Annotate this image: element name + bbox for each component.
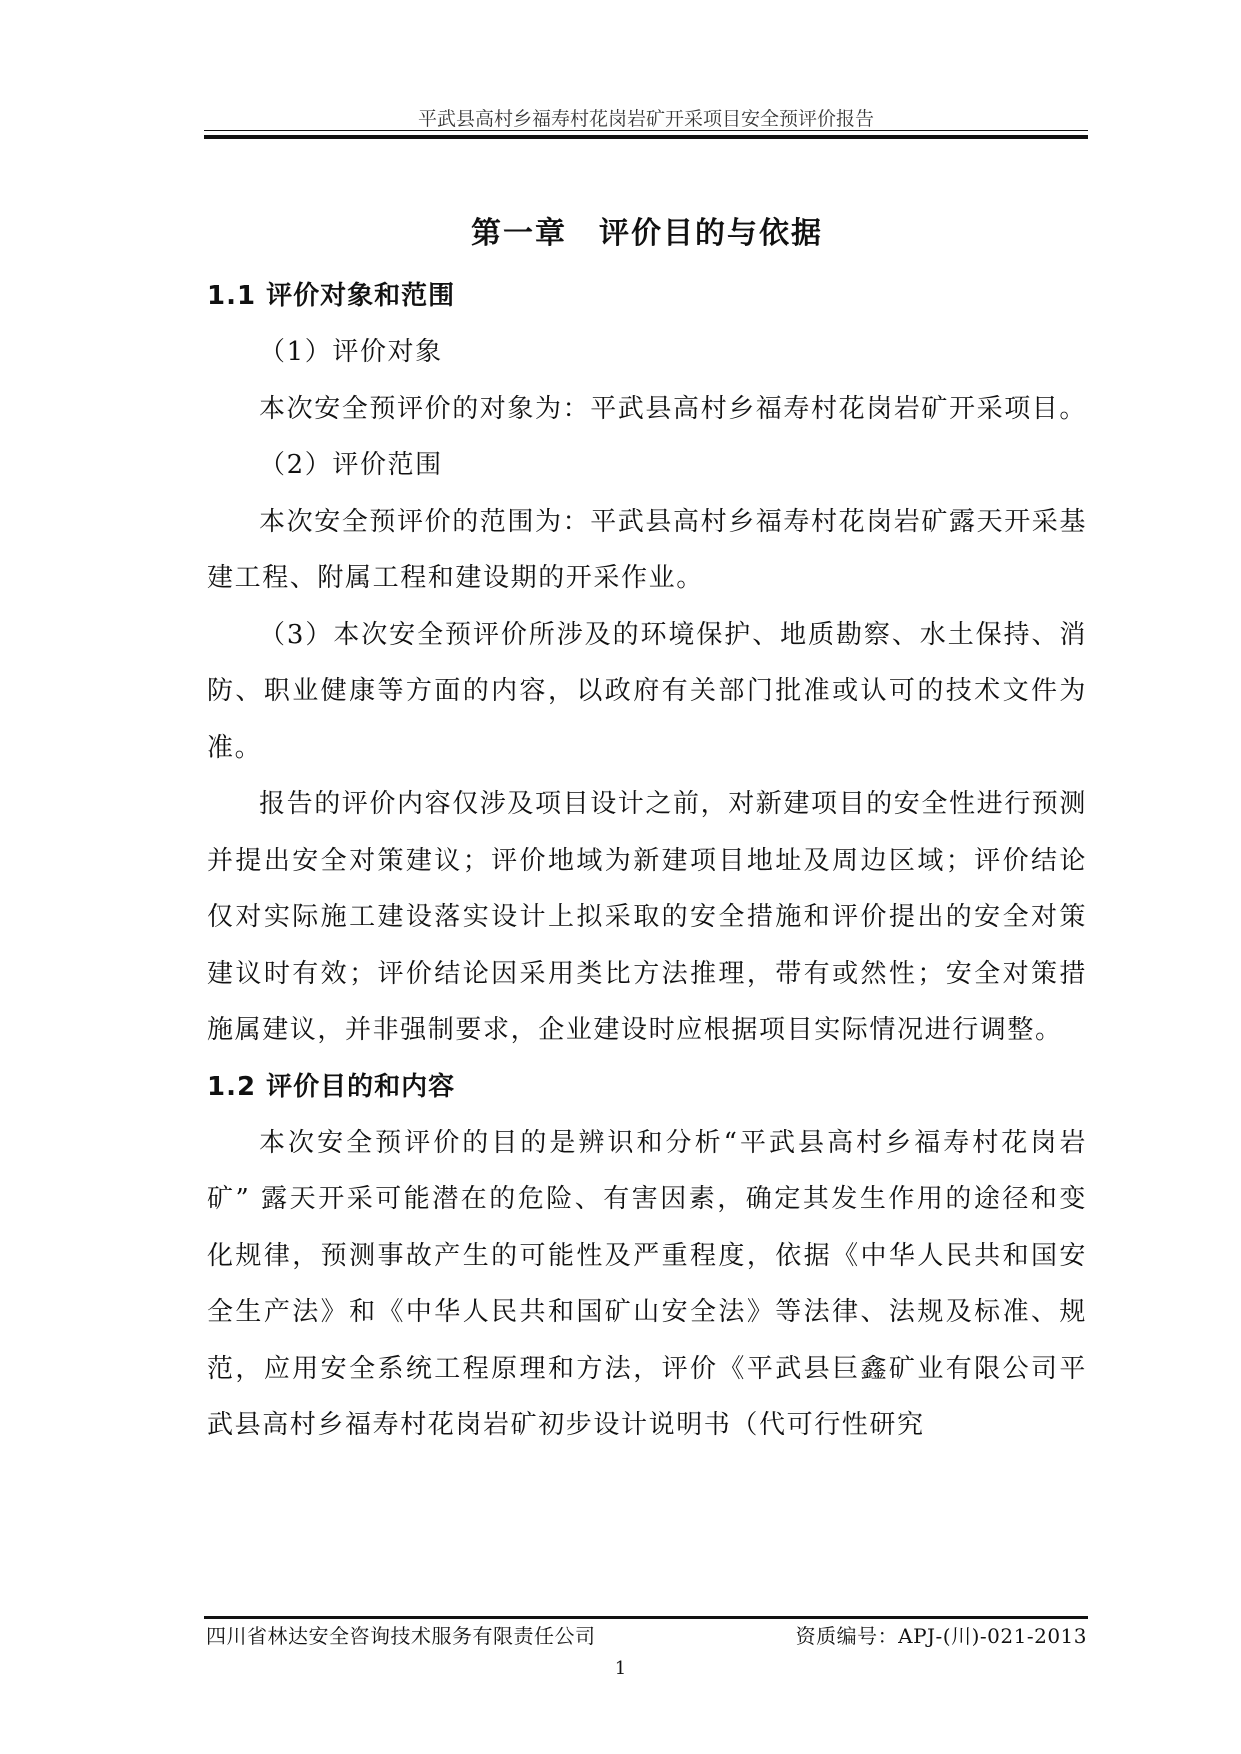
- chapter-number: 第一章: [471, 216, 567, 251]
- paragraph: 本次安全预评价的对象为：平武县高村乡福寿村花岗岩矿开采项目。: [259, 393, 1088, 424]
- header-rule: [204, 130, 1088, 131]
- paragraph: 报告的评价内容仅涉及项目设计之前，对新建项目的安全性进行预测并提出安全对策建议；评价地域为新建项目地址及周边区域；评价结论仅对实际施工建设落实设计上拟采取的安全措施和评价提出的安全对策建议时有效；评价结论因采用类比方法推理，带有或然性；安全对策措施属建议，并非强制要求，企业建设时应根据项目实际情况进行调整。: [207, 789, 1088, 1045]
- running-header: 平武县高村乡福寿村花岗岩矿开采项目安全预评价报告: [417, 108, 874, 130]
- section-heading: 1.1 评价对象和范围: [207, 281, 456, 311]
- paragraph: 本次安全预评价的目的是辨识和分析“平武县高村乡福寿村花岗岩矿” 露天开采可能潜在的危险、有害因素，确定其发生作用的途径和变化规律，预测事故产生的可能性及严重程度，依据《中华人民共和国安全生产法》和《中华人民共和国矿山安全法》等法律、法规及标准、规范，应用安全系统工程原理和方法，评价《平武县巨鑫矿业有限公司平武县高村乡福寿村花岗岩矿初步设计说明书（代可行性研究: [207, 1127, 1087, 1440]
- paragraph: 本次安全预评价的范围为：平武县高村乡福寿村花岗岩矿露天开采基建工程、附属工程和建设期的开采作业。: [207, 506, 1088, 593]
- section-heading: 1.2 评价目的和内容: [207, 1071, 456, 1102]
- chapter-title: [207, 208, 1087, 268]
- page-body: [207, 208, 1087, 1454]
- paragraph: （3）本次安全预评价所涉及的环境保护、地质勘察、水土保持、消防、职业健康等方面的内容，以政府有关部门批准或认可的技术文件为准。: [207, 619, 1087, 763]
- page-number: 1: [614, 1658, 627, 1679]
- footer-company: 四川省林达安全咨询技术服务有限责任公司: [206, 1624, 596, 1648]
- paragraph: （1）评价对象: [259, 337, 443, 367]
- paragraph: （2）评价范围: [259, 450, 443, 480]
- footer-qualification: 资质编号：APJ-(川)-021-2013: [795, 1624, 1087, 1648]
- chapter-name: 评价目的与依据: [599, 216, 823, 251]
- header-rule-thick: [204, 135, 1088, 139]
- footer-rule: [204, 1616, 1088, 1619]
